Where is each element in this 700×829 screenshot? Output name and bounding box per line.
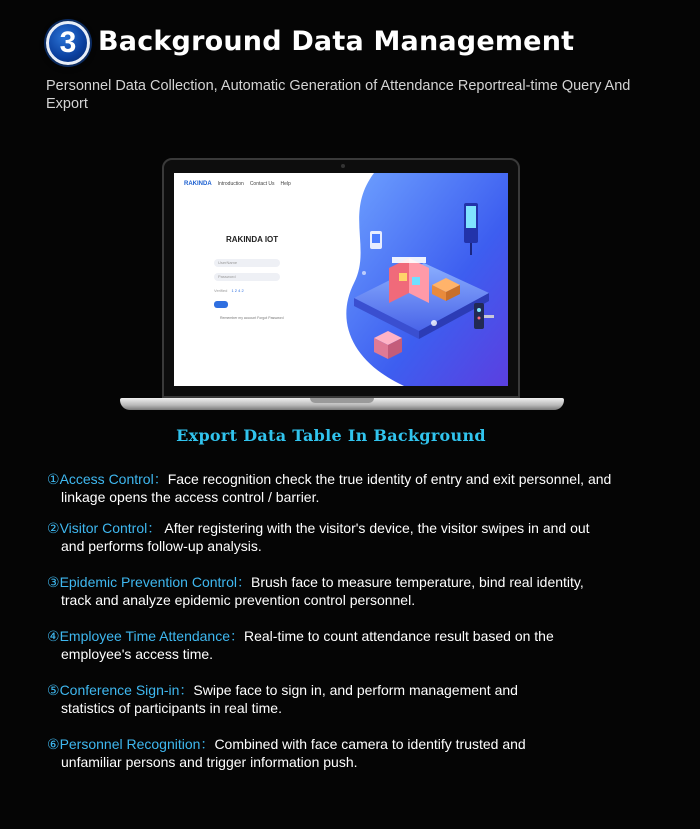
feature-label: Personnel Recognition： <box>59 736 215 752</box>
feature-text-line1: Combined with face camera to identify trusted and <box>214 736 526 752</box>
screen-nav-item: Contact Us <box>249 181 275 187</box>
screen-captcha-label: Verified <box>214 288 228 293</box>
feature-text-line2: and performs follow-up analysis. <box>61 538 262 554</box>
section-number-badge <box>46 21 90 65</box>
feature-text-line1: Face recognition check the true identity of entry and exit personnel, and <box>167 471 612 487</box>
feature-text-line1: Swipe face to sign in, and perform management and <box>193 682 518 698</box>
feature-item-personnel-recognition <box>47 735 667 771</box>
screen-login-title: RAKINDA IOT <box>226 235 279 244</box>
feature-number: ③ <box>47 574 60 590</box>
feature-item-time-attendance <box>47 627 667 663</box>
feature-label: Conference Sign-in： <box>59 682 194 698</box>
feature-label: Employee Time Attendance： <box>59 628 244 644</box>
feature-number: ① <box>47 471 60 487</box>
screen-remember-text: Remember my account Forgot Password <box>220 316 284 320</box>
screen-username-field: UserName <box>214 259 280 267</box>
screen-password-field: Password <box>214 273 280 281</box>
feature-item-epidemic-prevention <box>47 573 667 609</box>
feature-text-line1: After registering with the visitor's device, the visitor swipes in and out <box>161 520 590 536</box>
laptop-notch <box>310 398 374 403</box>
screen-nav <box>184 179 291 189</box>
screen-nav-item: Introduction <box>217 181 244 187</box>
feature-text-line2: statistics of participants in real time. <box>61 700 282 716</box>
feature-item-access-control <box>47 470 667 506</box>
feature-number: ⑤ <box>47 682 60 698</box>
section-heading: Export Data Table In Background <box>176 426 486 445</box>
feature-text-line2: track and analyze epidemic prevention control personnel. <box>61 592 416 608</box>
laptop-screen <box>174 173 508 386</box>
feature-text-line2: employee's access time. <box>61 646 214 662</box>
screen-logo: RAKINDA <box>184 181 212 187</box>
feature-number: ② <box>47 520 60 536</box>
isometric-store-illustration <box>314 173 508 386</box>
screen-captcha-row <box>214 287 254 295</box>
feature-text-line1: Brush face to measure temperature, bind real identity, <box>250 574 584 590</box>
feature-text-line2: linkage opens the access control / barrier. <box>61 489 320 505</box>
feature-label: Epidemic Prevention Control： <box>59 574 251 590</box>
feature-item-visitor-control <box>47 519 667 555</box>
laptop-illustration <box>162 158 520 398</box>
feature-label: Visitor Control： <box>59 520 162 536</box>
page-title: Background Data Management <box>98 26 575 57</box>
laptop-camera <box>341 164 345 168</box>
badge-number: 3 <box>59 26 77 59</box>
page-subtitle: Personnel Data Collection, Automatic Generation of Attendance Reportreal-time Query And Export <box>46 78 631 112</box>
feature-number: ④ <box>47 628 60 644</box>
screen-nav-item: Help <box>280 181 291 187</box>
feature-number: ⑥ <box>47 736 60 752</box>
feature-item-conference-sign-in <box>47 681 667 717</box>
screen-login-button <box>214 301 228 308</box>
feature-text-line1: Real-time to count attendance result based on the <box>244 628 554 644</box>
feature-label: Access Control： <box>59 471 168 487</box>
feature-text-line2: unfamiliar persons and trigger information push. <box>61 754 358 770</box>
screen-captcha-code: 1 2 4 2 <box>231 288 244 293</box>
